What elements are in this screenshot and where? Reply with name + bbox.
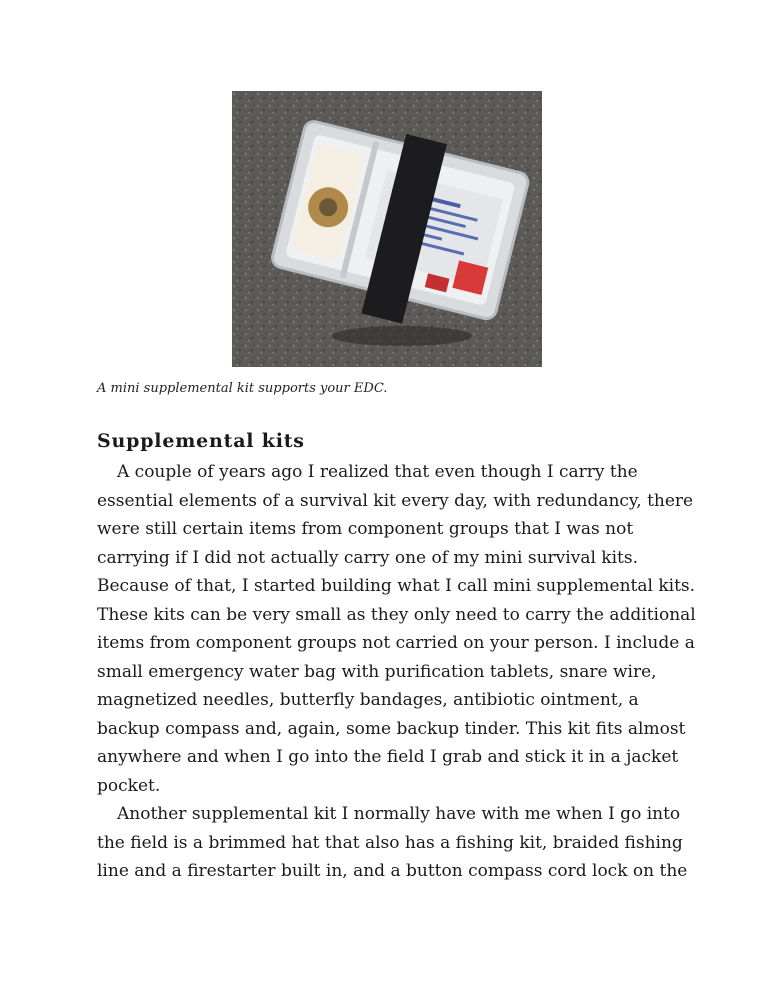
text-line: line and a firestarter built in, and a button compass cord lock on the: [97, 861, 688, 881]
figure-caption: A mini supplemental kit supports your EDC.: [97, 381, 388, 396]
text-line: were still certain items from component groups that I was not: [97, 519, 634, 539]
text-line: small emergency water bag with purification tablets, snare wire,: [97, 661, 657, 682]
kit-photo: [232, 91, 542, 367]
text-line: magnetized needles, butterfly bandages, antibiotic ointment, a: [97, 690, 639, 710]
text-line: items from component groups not carried on your person. I include a: [97, 633, 695, 653]
section-heading: Supplemental kits: [97, 430, 305, 452]
text-line: carrying if I did not actually carry one of my mini survival kits.: [97, 547, 639, 568]
text-line: Because of that, I started building what I call mini supplemental kits.: [97, 576, 696, 596]
section-body: [97, 458, 697, 886]
text-line: anywhere and when I go into the field I grab and stick it in a jacket: [97, 747, 679, 767]
text-line: These kits can be very small as they only need to carry the additional: [97, 604, 696, 625]
text-line: the field is a brimmed hat that also has a fishing kit, braided fishing: [97, 832, 683, 853]
text-line: A couple of years ago I realized that even though I carry the: [117, 462, 638, 482]
text-line: essential elements of a survival kit every day, with redundancy, there: [97, 490, 694, 511]
text-line: Another supplemental kit I normally have with me when I go into: [117, 804, 681, 824]
text-line: backup compass and, again, some backup tinder. This kit fits almost: [97, 718, 686, 739]
text-line: pocket.: [97, 775, 161, 796]
paragraph: [97, 458, 697, 800]
paragraph: [97, 800, 697, 886]
survival-kit-photo: [232, 91, 542, 367]
